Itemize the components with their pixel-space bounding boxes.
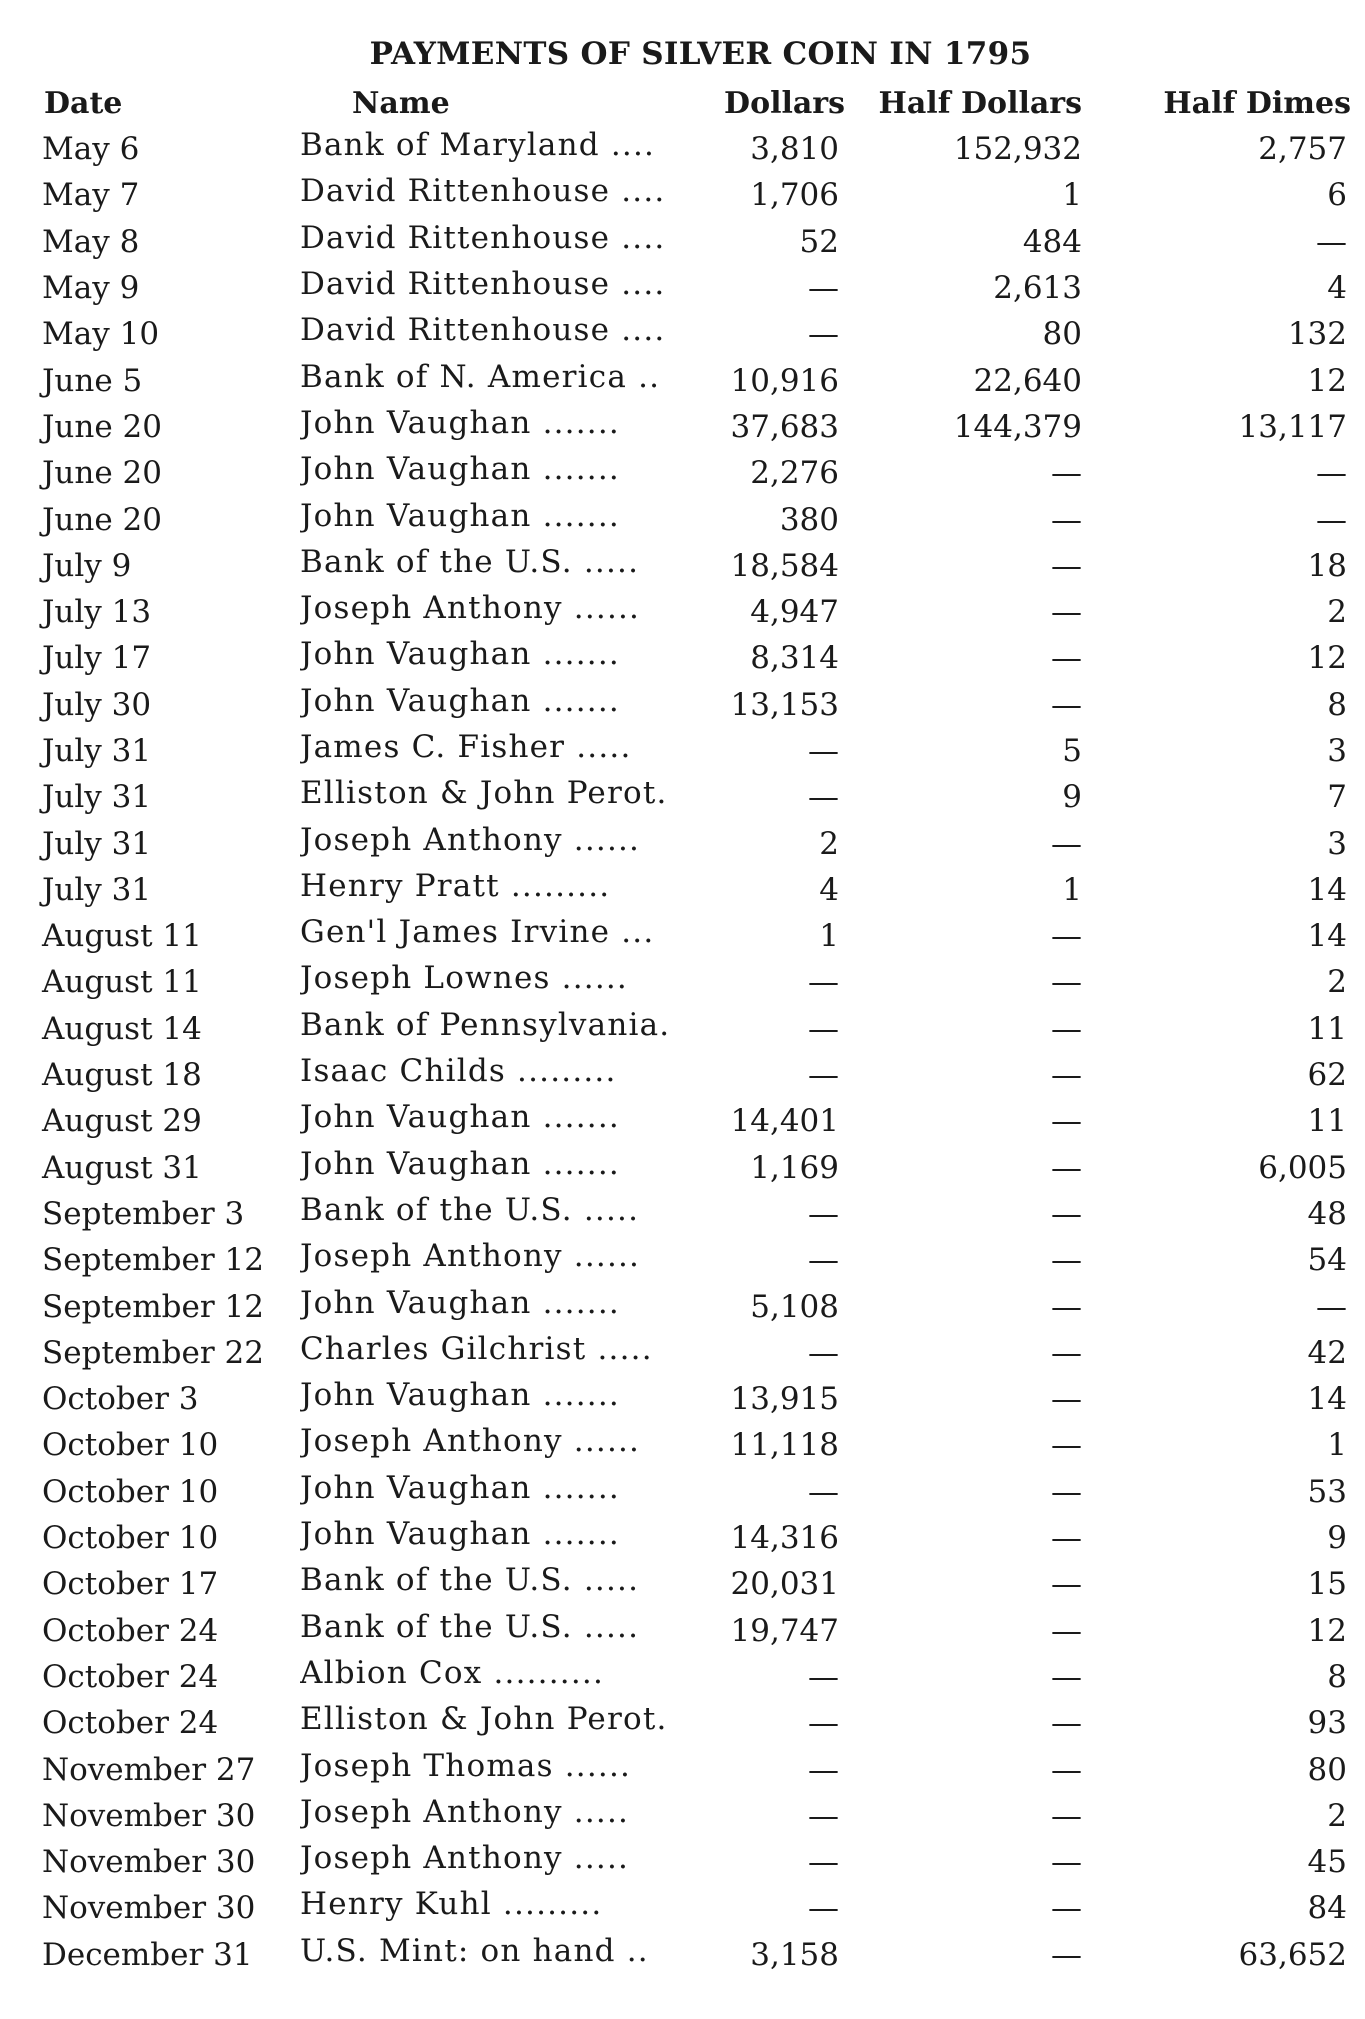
name-text: John Vaughan ....... — [300, 1516, 620, 1553]
half-dollars-cell: — — [1051, 918, 1082, 955]
date-cell: May 6 — [42, 131, 140, 168]
table-row — [0, 265, 1365, 311]
table-row — [0, 1469, 1365, 1515]
date-cell: November 30 — [42, 1890, 256, 1927]
half-dimes-cell: 11 — [1307, 1010, 1347, 1047]
name-cell — [300, 1469, 715, 1515]
table-row — [0, 1746, 1365, 1792]
header-row — [0, 80, 1365, 126]
half-dimes-cell: 2 — [1327, 964, 1347, 1001]
name-text: Henry Pratt ......... — [300, 867, 611, 904]
dollars-cell: — — [808, 1705, 839, 1742]
name-text: Bank of the U.S. ..... — [300, 1562, 640, 1599]
name-text: Isaac Childs ......... — [300, 1053, 617, 1090]
table-row — [0, 1608, 1365, 1654]
half-dimes-cell: 84 — [1307, 1890, 1347, 1927]
table-row — [0, 682, 1365, 728]
half-dimes-cell: 18 — [1307, 547, 1347, 584]
date-cell: August 31 — [42, 1149, 202, 1186]
name-cell — [300, 1700, 715, 1746]
date-cell: October 24 — [42, 1705, 219, 1742]
table-row — [0, 959, 1365, 1005]
dollars-cell: — — [808, 1751, 839, 1788]
dollars-cell: 1 — [819, 918, 839, 955]
table-row — [0, 635, 1365, 681]
dollars-cell: 19,747 — [730, 1612, 839, 1649]
half-dollars-cell: — — [1051, 1288, 1082, 1325]
half-dollars-cell: — — [1051, 1844, 1082, 1881]
half-dimes-cell: 93 — [1307, 1705, 1347, 1742]
half-dollars-cell: 1 — [1062, 871, 1082, 908]
dollars-cell: — — [808, 1334, 839, 1371]
date-cell: August 11 — [42, 964, 202, 1001]
half-dimes-cell: 9 — [1327, 1520, 1347, 1557]
name-cell — [300, 543, 715, 589]
dollars-cell: 8,314 — [750, 640, 839, 677]
date-cell: July 9 — [42, 547, 132, 584]
half-dimes-cell: — — [1316, 455, 1347, 492]
date-cell: September 3 — [42, 1195, 245, 1232]
half-dimes-cell: 63,652 — [1238, 1936, 1347, 1973]
date-cell: June 20 — [42, 408, 163, 445]
dollars-cell: — — [808, 1658, 839, 1695]
dollars-cell: — — [808, 1473, 839, 1510]
half-dimes-cell: 2 — [1327, 1797, 1347, 1834]
half-dollars-cell: — — [1051, 1149, 1082, 1186]
name-cell — [300, 1191, 715, 1237]
half-dollars-cell: 484 — [1022, 223, 1082, 260]
half-dollars-cell: — — [1051, 1797, 1082, 1834]
column-header-half-dimes: Half Dimes — [1163, 85, 1351, 121]
table-row — [0, 311, 1365, 357]
dollars-cell: 37,683 — [730, 408, 839, 445]
date-cell: October 17 — [42, 1566, 219, 1603]
name-cell — [300, 1283, 715, 1329]
dollars-cell: — — [808, 1010, 839, 1047]
date-cell: July 31 — [42, 779, 152, 816]
date-cell: September 12 — [42, 1242, 264, 1279]
half-dimes-cell: 12 — [1307, 640, 1347, 677]
date-cell: September 12 — [42, 1288, 264, 1325]
dollars-cell: 18,584 — [730, 547, 839, 584]
half-dollars-cell: — — [1051, 455, 1082, 492]
date-cell: July 31 — [42, 733, 152, 769]
dollars-cell: — — [808, 733, 839, 769]
dollars-cell: 2,276 — [750, 455, 839, 492]
half-dollars-cell: — — [1051, 1936, 1082, 1973]
half-dollars-cell: — — [1051, 1334, 1082, 1371]
half-dimes-cell: 13,117 — [1238, 408, 1347, 445]
half-dollars-cell: 80 — [1042, 316, 1082, 353]
name-cell — [300, 1885, 715, 1931]
table-row — [0, 404, 1365, 450]
table-row — [0, 728, 1365, 774]
half-dollars-cell: — — [1051, 594, 1082, 631]
name-cell — [300, 1608, 715, 1654]
half-dollars-cell: — — [1051, 1473, 1082, 1510]
name-cell — [300, 1839, 715, 1885]
half-dollars-cell: — — [1051, 1705, 1082, 1742]
table-row — [0, 1283, 1365, 1329]
half-dimes-cell: 12 — [1307, 362, 1347, 399]
half-dollars-cell: — — [1051, 1612, 1082, 1649]
date-cell: July 17 — [42, 640, 152, 677]
table-row — [0, 1006, 1365, 1052]
date-cell: July 31 — [42, 825, 152, 862]
name-text: Joseph Anthony ..... — [300, 1840, 630, 1877]
dollars-cell: — — [808, 779, 839, 816]
name-text: Albion Cox .......... — [300, 1654, 605, 1691]
table-body — [0, 126, 1365, 1978]
half-dimes-cell: 2,757 — [1258, 131, 1347, 168]
table-row — [0, 172, 1365, 218]
name-text: David Rittenhouse .... — [300, 219, 666, 256]
table-row — [0, 913, 1365, 959]
name-text: Bank of Pennsylvania. — [300, 1006, 671, 1043]
name-cell — [300, 774, 715, 820]
half-dollars-cell: 2,613 — [993, 270, 1082, 307]
half-dimes-cell: 14 — [1307, 918, 1347, 955]
table-row — [0, 1191, 1365, 1237]
date-cell: August 18 — [42, 1057, 202, 1094]
table-row — [0, 1098, 1365, 1144]
date-cell: October 10 — [42, 1520, 219, 1557]
name-text: Joseph Lownes ...... — [300, 960, 628, 997]
date-cell: August 11 — [42, 918, 202, 955]
name-cell — [300, 1746, 715, 1792]
half-dimes-cell: 6,005 — [1258, 1149, 1347, 1186]
half-dimes-cell: 48 — [1307, 1195, 1347, 1232]
name-text: Bank of the U.S. ..... — [300, 543, 640, 580]
name-text: John Vaughan ....... — [300, 1284, 620, 1321]
name-text: John Vaughan ....... — [300, 1469, 620, 1506]
name-cell — [300, 1561, 715, 1607]
half-dimes-cell: 54 — [1307, 1242, 1347, 1279]
half-dollars-cell: — — [1051, 1195, 1082, 1232]
half-dollars-cell: 144,379 — [953, 408, 1082, 445]
half-dimes-cell: 8 — [1327, 1658, 1347, 1695]
dollars-cell: — — [808, 1195, 839, 1232]
half-dimes-cell: 1 — [1327, 1427, 1347, 1464]
column-header-name: Name — [352, 85, 450, 121]
table-row — [0, 1561, 1365, 1607]
name-text: John Vaughan ....... — [300, 1145, 620, 1182]
table-row — [0, 1330, 1365, 1376]
date-cell: November 30 — [42, 1797, 256, 1834]
name-text: Joseph Anthony ...... — [300, 1423, 641, 1460]
name-text: Bank of the U.S. ..... — [300, 1608, 640, 1645]
date-cell: June 5 — [42, 362, 143, 399]
date-cell: October 10 — [42, 1473, 219, 1510]
name-cell — [300, 1376, 715, 1422]
column-header-half-dollars: Half Dollars — [878, 85, 1082, 121]
name-text: Joseph Anthony ..... — [300, 1793, 630, 1830]
name-text: John Vaughan ....... — [300, 451, 620, 488]
date-cell: August 29 — [42, 1103, 202, 1140]
half-dimes-cell: 14 — [1307, 871, 1347, 908]
half-dollars-cell: 152,932 — [953, 131, 1082, 168]
name-cell — [300, 728, 715, 774]
date-cell: July 31 — [42, 871, 152, 908]
name-cell — [300, 867, 715, 913]
name-text: David Rittenhouse .... — [300, 312, 666, 349]
name-cell — [300, 913, 715, 959]
name-cell — [300, 219, 715, 265]
name-cell — [300, 1006, 715, 1052]
table-row — [0, 357, 1365, 403]
table-row — [0, 126, 1365, 172]
table-row — [0, 820, 1365, 866]
half-dimes-cell: 11 — [1307, 1103, 1347, 1140]
dollars-cell: — — [808, 270, 839, 307]
half-dollars-cell: — — [1051, 1751, 1082, 1788]
name-cell — [300, 1515, 715, 1561]
table-row — [0, 1376, 1365, 1422]
half-dollars-cell: — — [1051, 964, 1082, 1001]
table-row — [0, 1052, 1365, 1098]
name-text: John Vaughan ....... — [300, 682, 620, 719]
name-text: John Vaughan ....... — [300, 497, 620, 534]
table-row — [0, 1654, 1365, 1700]
dollars-cell: 52 — [799, 223, 839, 260]
date-cell: October 24 — [42, 1658, 219, 1695]
date-cell: May 8 — [42, 223, 140, 260]
name-text: Joseph Anthony ...... — [300, 821, 641, 858]
table-row — [0, 496, 1365, 542]
half-dimes-cell: 53 — [1307, 1473, 1347, 1510]
name-cell — [300, 357, 715, 403]
half-dollars-cell: — — [1051, 1427, 1082, 1464]
half-dollars-cell: 5 — [1062, 733, 1082, 769]
name-text: Charles Gilchrist ..... — [300, 1330, 653, 1367]
dollars-cell: — — [808, 1797, 839, 1834]
name-text: Gen'l James Irvine ... — [300, 914, 655, 951]
half-dimes-cell: 3 — [1327, 733, 1347, 769]
date-cell: October 10 — [42, 1427, 219, 1464]
half-dimes-cell: 14 — [1307, 1381, 1347, 1418]
half-dimes-cell: 42 — [1307, 1334, 1347, 1371]
payments-table — [0, 80, 1365, 1978]
dollars-cell: 3,810 — [750, 131, 839, 168]
name-text: Elliston & John Perot. — [300, 1701, 668, 1738]
column-header-date: Date — [44, 85, 123, 121]
name-cell — [300, 682, 715, 728]
name-cell — [300, 126, 715, 172]
name-text: David Rittenhouse .... — [300, 173, 666, 210]
table-row — [0, 1145, 1365, 1191]
table-row — [0, 543, 1365, 589]
table-row — [0, 1793, 1365, 1839]
dollars-cell: 1,169 — [750, 1149, 839, 1186]
table-row — [0, 1422, 1365, 1468]
half-dimes-cell: 8 — [1327, 686, 1347, 723]
dollars-cell: 13,153 — [730, 686, 839, 723]
name-cell — [300, 1098, 715, 1144]
name-text: James C. Fisher ..... — [300, 729, 632, 765]
half-dollars-cell: — — [1051, 640, 1082, 677]
half-dollars-cell: — — [1051, 1242, 1082, 1279]
date-cell: December 31 — [42, 1936, 253, 1973]
half-dimes-cell: 45 — [1307, 1844, 1347, 1881]
half-dollars-cell: — — [1051, 1566, 1082, 1603]
table-row — [0, 450, 1365, 496]
name-cell — [300, 589, 715, 635]
table-row — [0, 1885, 1365, 1931]
name-text: Joseph Anthony ...... — [300, 1238, 641, 1275]
date-cell: November 27 — [42, 1751, 256, 1788]
name-text: Bank of Maryland .... — [300, 127, 656, 164]
half-dollars-cell: — — [1051, 1103, 1082, 1140]
dollars-cell: — — [808, 316, 839, 353]
name-text: Henry Kuhl ......... — [300, 1886, 603, 1923]
half-dollars-cell: — — [1051, 501, 1082, 538]
half-dimes-cell: 3 — [1327, 825, 1347, 862]
dollars-cell: 14,316 — [730, 1520, 839, 1557]
name-cell — [300, 404, 715, 450]
dollars-cell: 3,158 — [750, 1936, 839, 1973]
table-row — [0, 1932, 1365, 1978]
name-cell — [300, 1330, 715, 1376]
half-dollars-cell: 1 — [1062, 177, 1082, 214]
name-text: John Vaughan ....... — [300, 1099, 620, 1136]
table-row — [0, 219, 1365, 265]
half-dimes-cell: 80 — [1307, 1751, 1347, 1788]
dollars-cell: 14,401 — [730, 1103, 839, 1140]
name-text: John Vaughan ....... — [300, 404, 620, 441]
name-cell — [300, 1654, 715, 1700]
name-cell — [300, 1932, 715, 1978]
half-dollars-cell: — — [1051, 1057, 1082, 1094]
half-dollars-cell: — — [1051, 1010, 1082, 1047]
dollars-cell: 13,915 — [730, 1381, 839, 1418]
half-dollars-cell: — — [1051, 825, 1082, 862]
name-cell — [300, 959, 715, 1005]
half-dollars-cell: — — [1051, 1520, 1082, 1557]
dollars-cell: — — [808, 1057, 839, 1094]
dollars-cell: 11,118 — [730, 1427, 839, 1464]
table-row — [0, 1515, 1365, 1561]
half-dollars-cell: — — [1051, 547, 1082, 584]
date-cell: May 10 — [42, 316, 160, 353]
half-dimes-cell: 15 — [1307, 1566, 1347, 1603]
date-cell: May 7 — [42, 177, 140, 214]
date-cell: October 3 — [42, 1381, 199, 1418]
half-dollars-cell: — — [1051, 1890, 1082, 1927]
name-text: Joseph Anthony ...... — [300, 590, 641, 627]
dollars-cell: 380 — [779, 501, 839, 538]
dollars-cell: — — [808, 1242, 839, 1279]
half-dimes-cell: 2 — [1327, 594, 1347, 631]
column-header-dollars: Dollars — [724, 85, 845, 121]
half-dimes-cell: — — [1316, 1288, 1347, 1325]
dollars-cell: 10,916 — [730, 362, 839, 399]
name-cell — [300, 172, 715, 218]
name-text: John Vaughan ....... — [300, 636, 620, 673]
date-cell: September 22 — [42, 1334, 264, 1371]
table-row — [0, 867, 1365, 913]
dollars-cell: — — [808, 1844, 839, 1881]
dollars-cell: — — [808, 964, 839, 1001]
date-cell: July 13 — [42, 594, 152, 631]
table-row — [0, 1700, 1365, 1746]
name-text: U.S. Mint: on hand .. — [300, 1932, 649, 1969]
name-text: Elliston & John Perot. — [300, 775, 668, 812]
table-title-text: PAYMENTS OF SILVER COIN IN 1795 — [369, 36, 1032, 72]
name-text: Bank of the U.S. ..... — [300, 1191, 640, 1228]
half-dimes-cell: — — [1316, 501, 1347, 538]
date-cell: July 30 — [42, 686, 152, 723]
table-row — [0, 589, 1365, 635]
half-dimes-cell: 4 — [1327, 270, 1347, 307]
half-dollars-cell: — — [1051, 1381, 1082, 1418]
name-cell — [300, 265, 715, 311]
half-dollars-cell: 22,640 — [973, 362, 1082, 399]
half-dimes-cell: — — [1316, 223, 1347, 260]
dollars-cell: 2 — [819, 825, 839, 862]
half-dimes-cell: 7 — [1327, 779, 1347, 816]
table-row — [0, 774, 1365, 820]
dollars-cell: 1,706 — [750, 177, 839, 214]
name-cell — [300, 1052, 715, 1098]
dollars-cell: 20,031 — [730, 1566, 839, 1603]
half-dimes-cell: 6 — [1327, 177, 1347, 214]
table-row — [0, 1237, 1365, 1283]
half-dollars-cell: 9 — [1062, 779, 1082, 816]
name-cell — [300, 450, 715, 496]
dollars-cell: 4 — [819, 871, 839, 908]
name-cell — [300, 1237, 715, 1283]
date-cell: November 30 — [42, 1844, 256, 1881]
date-cell: June 20 — [42, 501, 163, 538]
date-cell: June 20 — [42, 455, 163, 492]
half-dimes-cell: 12 — [1307, 1612, 1347, 1649]
dollars-cell: 5,108 — [750, 1288, 839, 1325]
name-cell — [300, 311, 715, 357]
name-cell — [300, 496, 715, 542]
date-cell: October 24 — [42, 1612, 219, 1649]
name-cell — [300, 1793, 715, 1839]
name-cell — [300, 1145, 715, 1191]
half-dimes-cell: 62 — [1307, 1057, 1347, 1094]
name-cell — [300, 635, 715, 681]
dollars-cell: — — [808, 1890, 839, 1927]
date-cell: August 14 — [42, 1010, 202, 1047]
dollars-cell: 4,947 — [750, 594, 839, 631]
name-cell — [300, 1422, 715, 1468]
name-text: Bank of N. America .. — [300, 358, 661, 395]
table-title — [0, 36, 1365, 72]
name-text: David Rittenhouse .... — [300, 266, 666, 303]
name-text: Joseph Thomas ...... — [300, 1747, 632, 1784]
half-dimes-cell: 132 — [1287, 316, 1347, 353]
half-dollars-cell: — — [1051, 686, 1082, 723]
name-text: John Vaughan ....... — [300, 1377, 620, 1414]
date-cell: May 9 — [42, 270, 140, 307]
name-cell — [300, 820, 715, 866]
table-row — [0, 1839, 1365, 1885]
half-dollars-cell: — — [1051, 1658, 1082, 1695]
